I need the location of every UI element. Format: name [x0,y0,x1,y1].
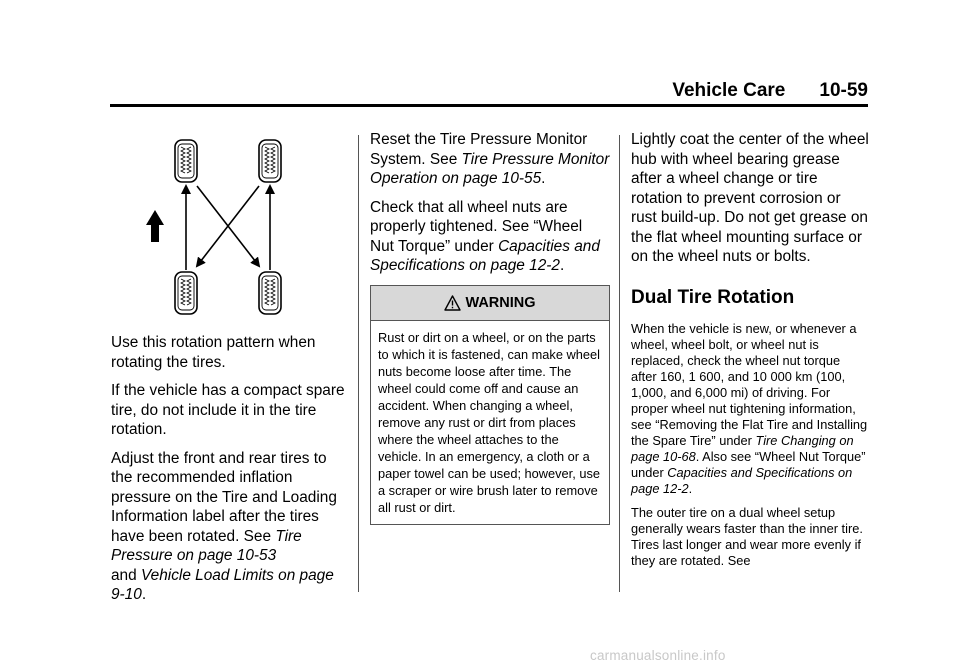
tire-front-right-icon [259,140,281,182]
forward-direction-arrow-icon [146,210,164,242]
warning-title: WARNING [465,294,536,311]
warning-box [370,285,610,525]
watermark: carmanualsonline.info [590,648,726,663]
paragraph: Check that all wheel nuts are properly tightened. See “Wheel Nut Torque” under Capacities and Specifications on page 12-2. [370,198,600,274]
warning-text: Rust or dirt on a wheel, or on the parts to which it is fastened, can make wheel nuts become loose after time. The wheel could come off and cause an accident. When changing a wheel, remove any rust or dirt from places where the wheel attaches to the vehicle. In an emergency, a cloth or a paper towel can be used; however, use a scraper or wire brush later to remove all rust or dirt. [378,329,600,515]
tire-rotation-diagram [111,130,349,325]
paragraph: Lightly coat the center of the wheel hub with wheel bearing grease after a wheel change or tire rotation to prevent corrosion or rust build-up. Do not get grease on the flat wheel mounting surface or on the wheel nuts or bolts. [631,131,869,265]
paragraph: When the vehicle is new, or whenever a wheel, wheel bolt, or wheel nut is replaced, check the wheel nut torque after 160, 1 600, and 10 000 km (100, 1,000, and 6,000 mi) of driving. For proper wheel nut tightening information, see “Removing the Flat Tire and Installing the Spare Tire” under Tire Changing on page 10-68. Also see “Wheel Nut Torque” under Capacities and Specifications on page 12-2. [631,320,868,496]
tire-rotation-illustration [111,130,349,325]
paragraph: Use this rotation pattern when rotating the tires. [111,334,316,371]
tire-rear-right-icon [259,272,281,314]
paragraph: Reset the Tire Pressure Monitor System. See Tire Pressure Monitor Operation on page 10-55. [370,131,610,187]
paragraph: Adjust the front and rear tires to the recommended inflation pressure on the Tire and Loading Information label after the tires have been rotated. See Tire Pressure on page 10-53 and Vehicle Load Limits on page 9-10. [111,449,337,603]
cross-reference: Capacities and Specifications on page 12-2 [370,237,600,274]
warning-header [371,286,609,321]
paragraph: The outer tire on a dual wheel setup generally wears faster than the inner tire. Tires last longer and wear more evenly if they are rotated. See [631,504,863,568]
header-rule [110,104,868,107]
tire-front-left-icon [175,140,197,182]
cross-reference: Capacities and Specifications on page 12-2 [631,464,853,496]
column-divider [358,135,359,592]
right-column [631,130,869,577]
paragraph: If the vehicle has a compact spare tire, do not include it in the tire rotation. [111,382,345,438]
section-heading: Dual Tire Rotation [631,286,795,308]
page-header [110,80,868,102]
page-number: 10-59 [819,80,868,101]
warning-triangle-icon [444,295,461,311]
middle-column [370,130,610,525]
cross-reference: Tire Pressure on page 10-53 [111,527,302,564]
cross-reference: Vehicle Load Limits on page 9-10 [111,566,334,603]
column-divider [619,135,620,592]
tire-rear-left-icon [175,272,197,314]
left-column [111,130,349,614]
cross-reference: Tire Pressure Monitor Operation on page 10-55 [370,150,610,187]
cross-reference: Tire Changing on page 10-68 [631,432,854,464]
section-title-header: Vehicle Care [672,80,786,101]
